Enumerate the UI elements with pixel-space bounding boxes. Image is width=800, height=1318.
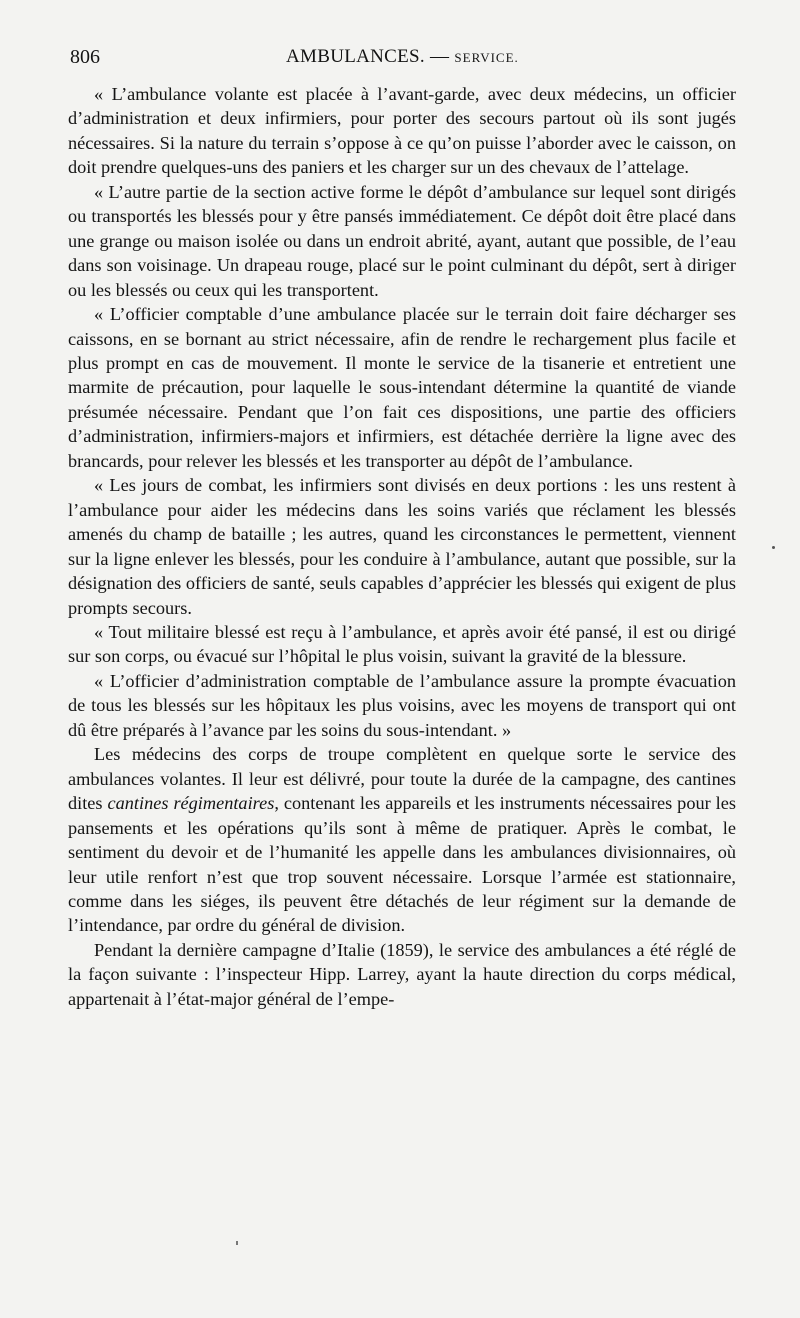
paragraph-militaire-blesse: « Tout militaire blessé est reçu à l’ambulance, et après avoir été pansé, il est ou dirigé sur son corps, ou évacué sur l’hôpital le plus voisin, suivant la gravité de la blessure. <box>68 621 736 667</box>
italic-term: cantines régimentaires <box>107 793 275 814</box>
paragraph-text-part: , contenant les appareils et les instruments nécessaires pour les pansements et les opérations qu’ils sont à même de pratiquer. Après le combat, le sentiment du devoir et de l’humanité les appelle dans les ambulances divisionnaires, où leur utile renfort n’est que trop souvent nécessaire. Lorsque l’armée est stationnaire, comme dans les siéges, ils peuvent être détachés de leur régiment sur la demande de l’intendance, par ordre du général de division. <box>68 793 736 936</box>
running-header <box>70 44 745 74</box>
title-separator: — <box>430 46 450 67</box>
paragraph-text-part: Les médecins des corps de troupe complètent en quelque sorte le service des ambulances volantes. Il leur est délivré, pour toute la durée de la campagne, des cantines dites <box>68 744 736 814</box>
page-number: 806 <box>70 46 100 68</box>
body-text <box>68 82 736 1011</box>
paragraph-jours-de-combat: « Les jours de combat, les infirmiers sont divisés en deux portions : les uns restent à l’ambulance pour aider les médecins dans les soins variés que réclament les blessés amenés du champ de bataille ; les autres, quand les circonstances le permettent, viennent sur la ligne enlever les blessés, pour les conduire à l’ambulance, autant que possible, sur la désignation des officiers de santé, seuls capables d’apprécier les blessés qui exigent de plus prompts secours. <box>68 475 736 618</box>
paragraph-campagne-italie: Pendant la dernière campagne d’Italie (1859), le service des ambulances a été réglé de la façon suivante : l’inspecteur Hipp. Larrey, ayant la haute direction du corps médical, appartenait à l’état-major général de l’empe- <box>68 939 736 1009</box>
running-title <box>286 44 519 71</box>
paragraph-evacuation: « L’officier d’administration comptable de l’ambulance assure la prompte évacuation de tous les blessés sur les hôpitaux les plus voisins, avec les moyens de transport qui ont dû être préparés à l’avance par les soins du sous-intendant. » <box>68 670 736 740</box>
paragraph-depot-ambulance: « L’autre partie de la section active forme le dépôt d’ambulance sur lequel sont dirigés ou transportés les blessés pour y être pansés immédiatement. Ce dépôt doit être placé dans une grange ou maison isolée ou dans un endroit abrité, ayant, autant que possible, de l’eau dans son voisinage. Un drapeau rouge, placé sur le point culminant du dépôt, sert à diriger ou les blessés ou ceux qui les transportent. <box>68 181 736 300</box>
chapter-title: AMBULANCES. <box>286 46 425 67</box>
section-title: SERVICE. <box>454 50 519 65</box>
paragraph-ambulance-volante: « L’ambulance volante est placée à l’avant-garde, avec deux médecins, un officier d’administration et deux infirmiers, pour porter des secours partout où ils sont jugés nécessaires. Si la nature du terrain s’oppose à ce qu’on puisse l’aborder avec le caisson, on doit prendre quelques-uns des paniers et les charger sur un des chevaux de l’attelage. <box>68 84 736 178</box>
margin-speck <box>772 546 775 549</box>
paragraph-medecins-corps <box>68 742 736 938</box>
paragraph-officier-comptable: « L’officier comptable d’une ambulance placée sur le terrain doit faire décharger ses caissons, en se bornant au strict nécessaire, afin de rendre le rechargement plus facile et plus prompt en cas de mouvement. Il monte le service de la tisanerie et entretient une marmite de précaution, pour laquelle le sous-intendant détermine la quantité de viande présumée nécessaire. Pendant que l’on fait ces dispositions, une partie des officiers d’administration, infirmiers-majors et infirmiers, est détachée derrière la ligne avec des brancards, pour relever les blessés et les transporter au dépôt de l’ambulance. <box>68 304 736 471</box>
bottom-speck <box>236 1241 238 1245</box>
